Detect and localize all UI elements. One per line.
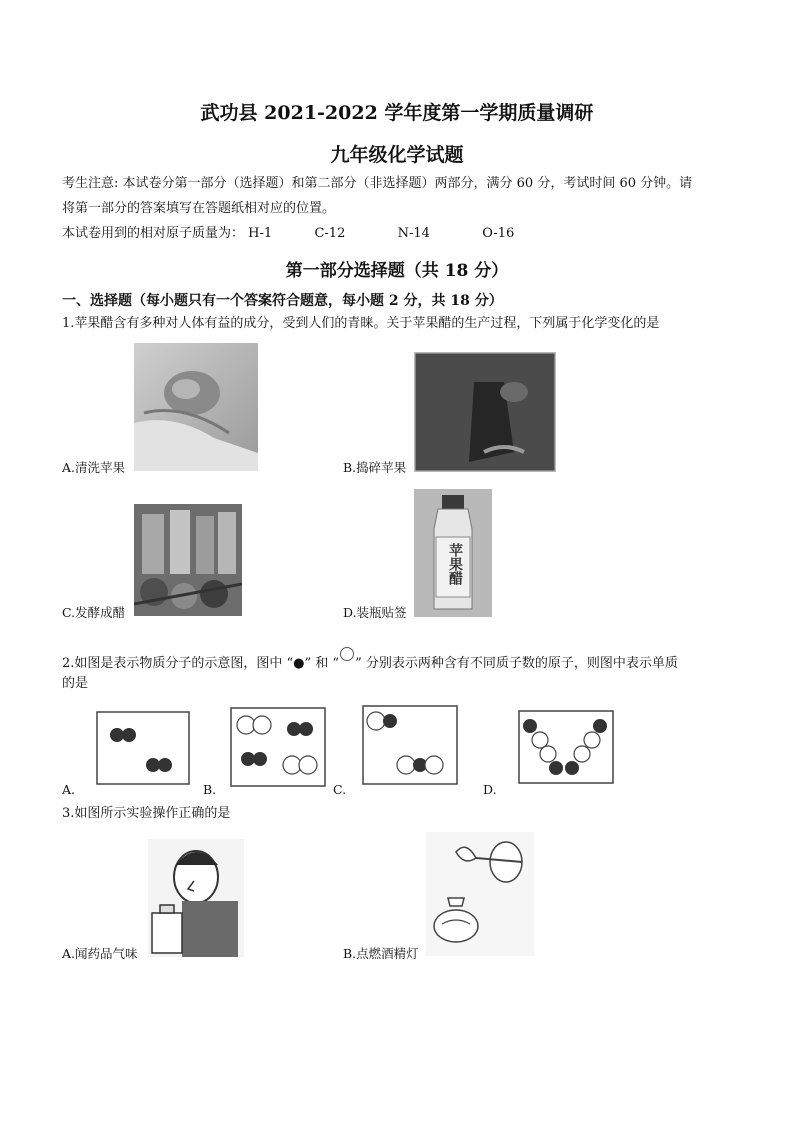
part1-heading: 第一部分选择题（共 18 分） — [285, 261, 509, 281]
q1-option-a: A.清洗苹果 — [62, 460, 126, 475]
q2-stem-part-1: 2.如图是表示物质分子的示意图，图中 “●” 和 “ — [62, 656, 340, 671]
q2-stem-line-2: 的是 — [62, 676, 89, 691]
section-heading: 一、选择题（每小题只有一个答案符合题意，每小题 2 分，共 18 分） — [62, 293, 503, 309]
q2-diagram-a — [96, 711, 190, 789]
q1-option-b: B.捣碎苹果 — [343, 460, 407, 475]
exam-title: 武功县 2021-2022 学年度第一学期质量调研 — [200, 102, 594, 124]
q1-option-c: C.发酵成醋 — [62, 605, 126, 620]
q1-image-b — [414, 352, 556, 472]
atomic-mass-c: C-12 — [314, 226, 346, 241]
q2-option-c: C. — [333, 782, 347, 797]
q3-option-a: A.闻药品气味 — [62, 946, 138, 961]
atomic-mass-h: H-1 — [248, 226, 273, 241]
q2-option-a: A. — [62, 782, 76, 797]
q2-diagram-d — [518, 710, 614, 788]
exam-subtitle: 九年级化学试题 — [330, 144, 464, 166]
bottle-label: 苹果醋 — [447, 543, 463, 585]
q1-stem: 1.苹果醋含有多种对人体有益的成分，受到人们的青睐。关于苹果醋的生产过程，下列属于化学变化的是 — [62, 316, 660, 331]
q3-stem: 3.如图所示实验操作正确的是 — [62, 806, 231, 821]
hollow-atom-icon — [340, 647, 354, 661]
notice-line-2: 将第一部分的答案填写在答题纸相对应的位置。 — [62, 201, 336, 216]
q1-image-d — [414, 489, 492, 617]
q1-option-d: D.装瓶贴签 — [343, 605, 407, 620]
q2-diagram-b — [230, 707, 326, 791]
atomic-mass-label: 本试卷用到的相对原子质量为： — [62, 226, 245, 241]
q3-image-a — [148, 839, 244, 957]
q2-stem-line-1 — [62, 647, 678, 674]
atomic-mass-line — [62, 224, 514, 244]
notice-line-1: 考生注意: 本试卷分第一部分（选择题）和第二部分（非选择题）两部分，满分 60 分，考试时间 60 分钟。请 — [62, 176, 693, 191]
q1-image-a — [134, 343, 258, 471]
q2-stem-part-2: ” 分别表示两种含有不同质子数的原子，则图中表示单质 — [355, 656, 678, 671]
atomic-mass-n: N-14 — [397, 226, 430, 241]
q3-image-b — [426, 832, 534, 956]
q1-image-c — [134, 504, 242, 616]
q2-option-d: D. — [483, 782, 497, 797]
q2-diagram-c — [362, 705, 458, 789]
atomic-mass-o: O-16 — [482, 226, 515, 241]
q2-option-b: B. — [203, 782, 217, 797]
q3-option-b: B.点燃酒精灯 — [343, 946, 419, 961]
